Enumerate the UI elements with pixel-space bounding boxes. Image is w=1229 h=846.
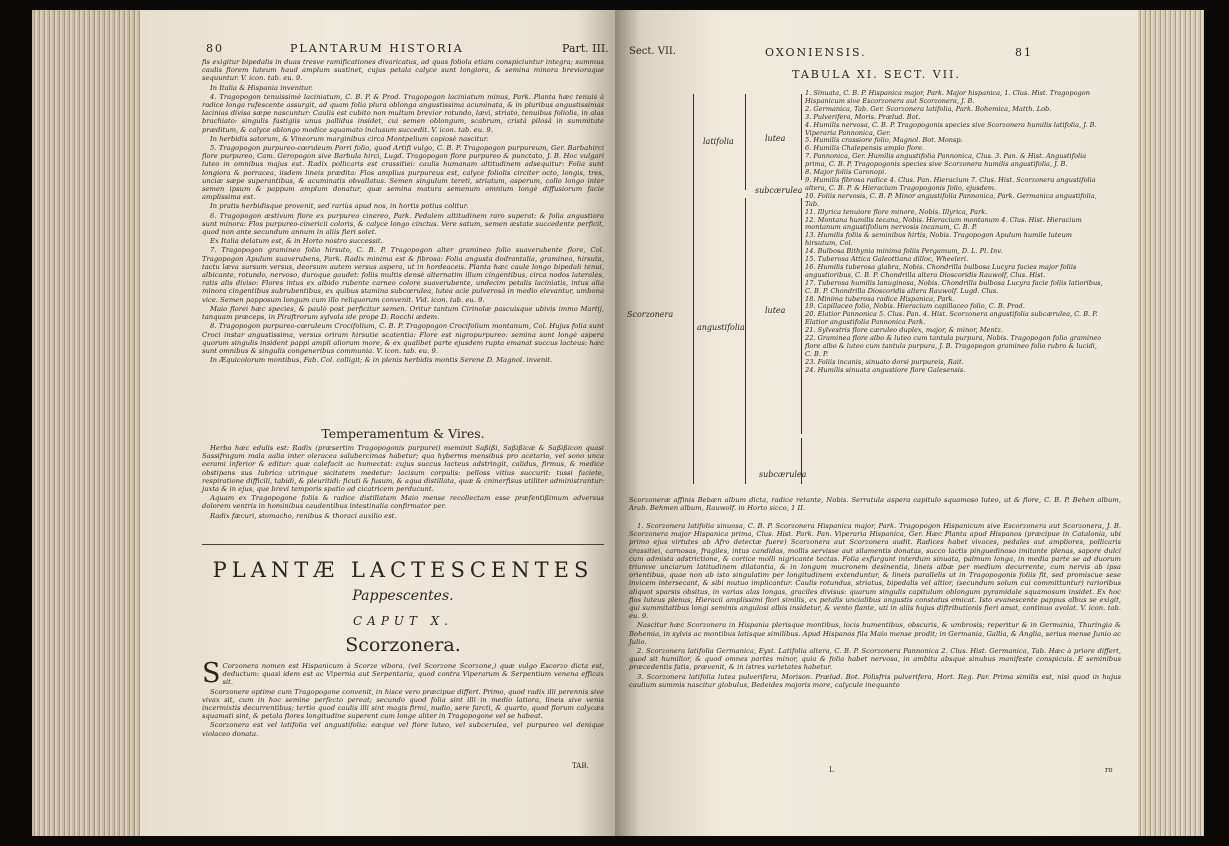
right-catchword: ro	[1105, 766, 1113, 774]
table-entry: 19. Capillaceo folio, Nobis. Hieracium capillaceo folio, C. B. Prod.	[805, 302, 1025, 311]
species-paragraph: 5. Tragopogon purpureo-cœruleum Porri folio, quod Artifi vulgo, C. B. P. Tragopogon purpureum, Ger. Barbahirci flore purpureo, Cam. Geropogon sive Barbula hirci, Lugd. Tragopogon flore purpureo & punctato, J. B. Hoc vulgari luteo in omnibus majus est. Radix pollicaris est crassitiei: caulis humanam altitudinem adsequitur: Folia sunt longiora & porracea, iisdem lineis prædita: Flos amplius purpureus est, calyce foliolis circiter octo, longis, tres, unciæ sæpe superantibus, & acuminatis obvallatus. Semen singulum tereti, striatum, asperum, collo longo inter semen ipsum & pappum amplum donatur, quæ semina matura semenum omnium longè diffusiorum facie amplissima est.	[202, 144, 604, 202]
body-paragraph: 2. Scorzonera latifolia Germanica, Eyst. Latifolia altera, C. B. P. Scorzonera Pannonica 2. Clus. Hist. Germanica, Tab. Hæc à priore differt, quod sit humilior, & quod omnes partes minor, quia & folia habet nervosa, in ambitu absque sinubus manifeste conspicuis. E seminibus præcedentis fatis, prævenit, & in istres varietates habetur.	[629, 647, 1121, 672]
table-entry: 6. Humilis Chalepensis amplo flore.	[805, 144, 925, 153]
latifolia-label: latifolia	[703, 137, 734, 146]
species-note: In Æquicolorum montibus, Fab. Col. colligit; & in plenis herbidis montis Serene D. Magnol. invenit.	[210, 356, 553, 365]
left-page	[140, 10, 615, 836]
right-page	[615, 10, 1138, 836]
table-entry: 10. Foliis nervosis, C. B. P. Minor angustifolia Pannonica, Park. Germanica angustifolia, Tab.	[805, 191, 1097, 208]
affinis-text: Scorzoneræ affinis Bebæn album dicta, radice retante, Nobis. Serratula aspera capitulo squamoso luteo, ut & flore, C. B. P. Behen album, Arab. Behmen album, Rauwolf. in Horto sicco, 1 II.	[629, 496, 1121, 513]
lutea-label: lutea	[765, 306, 786, 315]
species-paragraph: 4. Tragopogon tenuissimè laciniatum, C. B. P. & Prod. Tragopogon laciniatum minus, Park. Planta hæc tenuis à radice longa rufescente assurgit, ad quam folia plura oblonga angustissima acuminata, & in pluribus angustissimas lacinias divisa sæpe nascuntur: Caulis est cubito non multum brevior rotundo, lævi, striato, tenuibus foliolis, in alas brachiato: singulis fastigiis unus pallidus insidet, cui semen oblongum, scabrum, cristâ pilosâ in summitate præditum, & calyce oblongo modice squamato inclusum succedit. V. icon. tab. eu. 9.	[202, 92, 604, 134]
table-entry: 1. Sinuata, C. B. P. Hispanica major, Park. Major hispanica, 1. Clus. Hist. Tragopogon Hispanicum sive Escorzonera aut Scorzonera, J. B.	[805, 89, 1090, 105]
species-paragraph: 7. Tragopogon gramineo folio hirsuto, C. B. P. Tragopogon alter gramineo folio suaverubente flore, Col. Tragopogon Apulum suaverubens, Park. Radix minima est & fibrosa: Folia angusta dodrantalia, graminea, hirsuta, tactu læva sursum versus, deorsum autem versus aspera, ut in hordeaceis. Planta hæc caule longo bipedali tenui, albicante, rotundo, nervoso, duroque gaudet: foliis multis densè alternatim illum cingentibus, circa nodos laterales, ratis alis diviso: Flores intus ex albido rubente carneo colore suaverubente, undecim petalis laciniatis, intus alia minora cingentibus subrubentibus, ex quibus stamina subcœrulea, lutea acie pulverosâ in medio elevantur, umbona vice. Semen papposum longum cum illo reliquorum convenit. Vid. icon. tab. eu. 9.	[202, 246, 604, 304]
left-species-block	[202, 58, 604, 450]
species-paragraph: 8. Tragopogon purpureo-cœruleum Crocifolium, C. B. P. Tragopogon Crocifolium montanum, Col. Hujus folia sunt Croci instar angustissima, versus oriram hirsutie scatentia: Flore est nigropurpureo: semina sunt longè aspera quorum singulis insident pappi ampli aliorum more, & ex qualibet parte ejusdem rupta emanat succus lacteus: hæc sunt omnibus & singulis congeneribus communia. V. icon. tab. eu. 9.	[202, 322, 604, 355]
vires-paragraph: Radix fæcuri, stomacho, renibus & thoraci auxilio est.	[210, 511, 397, 520]
drop-cap: S	[202, 658, 221, 689]
latifolia-brace	[745, 94, 746, 190]
genus-paragraph: Scorzonere optime cum Tragopogone convenit, in hisce vero præcipue differt. Primo, quod radix illi perennis sive vivax sit, cum in hoc semine perfecto pereat; secundo quod folia sint illi in medio latiora, lineis sive venis incermixtis decurrentibus; tertio quod caulis illi sint magis firmi, nudio, sere farcti, & quarto, quod florum calycæs squamati sint, & petala flores longitudine superent cum longe aliter in Tragopogone vel se habeat.	[202, 687, 604, 721]
table-entry: 8. Major foliis Caronopi.	[805, 168, 887, 177]
body-paragraph: 1. Scorzonera latifolia sinuosa, C. B. P. Scorzonera Hispanica major, Park. Tragopogon Hispanicum sive Escorzonera aut Scorzonera, J. B. Scorzonera major Hispanica prima, Clus. Hist. Park. Pan. Viperaria Hispanica, Ger. Hæc Planta apud Hispanos (præcipue in Catalonia, ubi primo ejus virtutes ab Afro detectæ fuere) Scorzonera aut Scorzonera audit. Radices habet vivaces, pedales aut ampliores, pollicaris crassitiei, carnosas, fragiles, intus candidas, mollis servisse aut silamentis donatas, succo lactis pinguedinoso imitante plenas, sapore dulci cum admista adstrictione, & cortice molli nigricante tectas. Folia exfurgunt interdum sinuata, palmum longa, in media parte se ad duorum triumve unciarum latitudinem dilatantia, & in longum mucronem desinentia, lineis albæ per medium decurrente, cum nervis ab ipsa orientibus, quae non ab isto singulatim per longitudinem extenduntur, & lineis parallelis ut in Tragopogonis foliis fit, sed promiscue sese invicem intersecant, & sibi mutuo implicantur. Caulis rotundus, striatus, bipedalis vel altior, (secundum solum cui committuntur) rarioribus aliquot sparsis obsitus, in varias alas longas, graciles divisus: quarum singulis capitulum oblongum pyramidale squamosum insidet. Ex hoc flos luteus plenus, Hieracii amplissimi flori similis, ex petalis uncialibus angustis constatus emicat. Isto evanescente pappus albus se exigit, qui summitatibus longi seminis angulosi albis insidetur, & vento flante, uti in aliis hujus diftributionis fieri amat, continuo avolat. V. icon. tab. eu. 9.	[629, 522, 1121, 621]
vires-paragraph: Herba hæc edulis est: Radix (præsertim Tragopogonis purpurei) meminit Saßißi, Saßißicæ & Saßißicon quasi Sassifragum mala aalia inter oleracea salubercimas habetur; qua hyberms mensibus pro acetario, vel sono unca eerami inferior & editur: quæ calefacit ac humectat: cujus succus lacteus adstringit, calidus, firmus, & medice obstipans sus lubrica utrinque sicitatem medetur: lacisum corpulis: pelloss vitius succurit: tussi faciete, respiratione difficili, tabidi, & pleuritidi: ficuti & fusum, & aqua distillata, quæ & cninerfisus utiliter administrantur: juxta & in ejus, que brevi temporis spatio ad cicatricem perducunt.	[202, 444, 604, 494]
subcaerulea-label: subcærulea	[759, 470, 807, 479]
intro-line: fis exigitur bipedalis in duas tresve ramificationes divaricatus, ad quas foliola etiam conspiciuntur integra; summus caulis florem luteum haud amplum sustinet, cujus petala calyce sunt longiora, & semina minora brevioraque sequuntur. V. icon. tab. eu. 9.	[202, 58, 604, 83]
species-note: Ex Italia delatum est, & in Horto nostro successit.	[210, 237, 383, 246]
angustifolia-label: angustifolia	[697, 323, 745, 332]
genus-intro	[202, 658, 604, 689]
chapter-subtitle: Pappescentes.	[352, 588, 454, 604]
table-entry: 5. Humilis crassiore folio, Magnol. Bot. Monsp.	[805, 136, 963, 145]
table-entry: 22. Graminea flore albo & luteo cum tantula purpura, Nobis. Tragopogon folio gramineo flore albo & luteo cum tantula purpura, J. B. Tragopogon gramineo folio rubro & lucidi, C. B. P.	[805, 334, 1102, 358]
temperamentum-heading: Temperamentum & Vires.	[321, 426, 485, 441]
table-title: TABULA XI. SECT. VII.	[792, 68, 961, 81]
table-entry: 2. Germanica, Tab. Ger. Scorzonera latifolia, Park. Bohemica, Matth. Lob.	[805, 104, 1052, 113]
lutea-brace	[801, 94, 802, 180]
subcaerulea-brace	[801, 438, 802, 484]
right-body-text	[629, 522, 1121, 768]
species-note: Maio florei hæc species, & paulò post perficitur semen. Oritur tantum Cirinolæ pascuisque ubivis immo Martij, tanquam præceps, in Piraftrorum sylvola ide prope D. Rocchi ædem.	[202, 304, 604, 322]
lutea-brace	[801, 198, 802, 434]
signature-mark: L	[829, 766, 834, 774]
table-entry: 17. Tuberosa humilis lanuginosa, Nobis. Chondrilla bulbosa Lucyra facie foliis latioribus, C. B. P. Chondrilla Dioscoridis altera Rauwolf. Lugd. Clus.	[805, 278, 1103, 295]
body-paragraph: Nascitur hæc Scorzonera in Hispania plerisque montibus, locis humentibus, obscuris, & umbrosis; reperitur & in Germania, Thuringia & Bohemia, in sylvis ac montibus latisque similibus. Apud Hispanos fila Maio mense prodit; in Germania, Gallia, & Anglia, serius mense Junio ac Julio.	[629, 621, 1121, 646]
right-running-head: OXONIENSIS.	[765, 46, 867, 59]
chapter-rule	[202, 544, 604, 545]
table-entry: 15. Tuberosa Attica Galeottiana dilloc, Wheeleri.	[805, 255, 969, 264]
table-entry: 20. Elatior Pannonica 5. Clus. Pan. 4. Hist. Scorzonera angustifolia subcærulea, C. B. P. Elatior angustifolia Pannonica Park.	[805, 310, 1098, 327]
genus-brace	[693, 94, 694, 484]
angustifolia-brace	[745, 198, 746, 484]
genus-paragraph: Scorzonera est vel latifolia vel angustifolia: eæque vel flore luteo, vel subcerulea, vel purpureo vel denique violaceo donata.	[202, 721, 604, 738]
lutea-label: lutea	[765, 134, 786, 143]
table-entry: 7. Pannonica, Ger. Humilis angustifolia Pannonica, Clus. 3. Pan. & Hist. Angustifolia prima, C. B. P. Tragopogonis species sive Scorzonera humilis angustifolia, J. B.	[805, 152, 1087, 169]
species-table	[805, 90, 1105, 490]
left-page-number: 80	[206, 42, 224, 55]
table-entry: 13. Humilis foliis & seminibus hirtis, Nobis. Tragopogon Apulum humile luteum hirsutum, Col.	[805, 231, 1072, 248]
left-running-head: PLANTARUM HISTORIA	[290, 42, 464, 55]
vires-paragraph: Aquam ex Tragopogone foliis & radice distillatam Maio mense recollectam esse præfentißimum adversus dolorem ventris in hominibus caudentibus intestinalia confirmator per.	[202, 494, 604, 511]
genus-title: Scorzonera.	[345, 634, 461, 656]
species-note: In herbidis satorum, & Vineorum marginibus circa Montpelium copiosè nascitur.	[210, 134, 489, 143]
vires-block	[202, 444, 604, 534]
table-entry: 21. Sylvestris flore cæruleo duplex, major, & minor, Mentz.	[805, 326, 1003, 335]
table-entry: 11. Illyrica tenuiore flore minore, Nobis. Illyrica, Park.	[805, 207, 988, 216]
subcaerulea-label: subcærulea	[755, 186, 803, 195]
affinis-note	[629, 496, 1121, 520]
left-catchword: TAB.	[572, 762, 589, 770]
table-entry: 16. Humilis tuberosa glabra, Nobis. Chondrilla bulbosa Lucyra facies major foliis angustioribus, C. B. P. Chondrilla altera Dioscoridis Rauwolf, Clus. Hist.	[805, 262, 1077, 279]
intro-line: In Italia & Hispania invenitur.	[210, 83, 313, 92]
genus-intro-text: Corzonera nomen est Hispanicum à Scorze vibora, (vel Scorzone Scorzone,) quæ vulgo Escorzo dicta est, deductum: quasi idem est ac Vipernia aut Serpentaria, quod contra Viperarum & Serpentium venena efficax sit.	[222, 662, 604, 687]
left-part-label: Part. III.	[562, 42, 609, 55]
table-entry: 9. Humilis fibrosa radice 4. Clus. Pan. Hieracium 7. Clus. Hist. Scorzonera angustifolia altera, C. B. P. & Hieracium Tragopogonis folio, ejusdem.	[805, 175, 1096, 192]
caput-heading: CAPUT X.	[353, 614, 453, 628]
table-entry: 18. Minima tuberosa radice Hispanica, Park.	[805, 294, 955, 303]
sect-label: Sect. VII.	[629, 46, 677, 57]
table-entry: 23. Foliis incanis, sinuato dorsi purpureis, Rait.	[805, 357, 964, 366]
genus-description	[202, 658, 604, 758]
table-entry: 3. Pulverifera, Moris. Prælud. Bot.	[805, 112, 921, 121]
body-paragraph: 3. Scorzonera latifolia lutea pulverifera, Morison. Prælud. Bot. Polisfris pulverifera, Hort. Reg. Par. Prima similis est, nisi quod in hujus caulium summis nascitur globulus, Bedeides majoris more, calycule inequanto	[629, 672, 1121, 689]
table-entry: 12. Montana humilis tecana, Nobis. Hieracium montanum 4. Clus. Hist. Hieracium montanum angustifolium nervosis incanum, C. B. P.	[805, 215, 1082, 232]
table-entry: 24. Humilis sinuata angustiore flore Galesensis.	[805, 365, 966, 374]
species-note: In pratis herbidisque provenit, sed rariùs apud nos, in hortis potius colitur.	[210, 202, 469, 211]
right-page-number: 81	[1015, 46, 1033, 59]
table-entry: 14. Bulbosa Bithynia minima foliis Pergamum, D. L. Pl. Inv.	[805, 247, 1003, 256]
table-entry: 4. Humilis nervosa, C. B. P. Tragopogonis species sive Scorzonera humilis latifolia, J. B. Viperaria Pannonica, Ger.	[805, 120, 1097, 137]
chapter-title: PLANTÆ LACTESCENTES	[212, 558, 594, 582]
species-paragraph: 6. Tragopogon æstivum flore ex purpureo cinereo, Park. Pedalem altitudinem raro superat: & folia angustiora sunt minora: Flos purpureo-cinericii coloris, & calyce longo cinctus. Vere satum, semen æstate succedente perficit, quod non ante secundum annum in aliis fieri solet.	[202, 211, 604, 237]
table-genus-label: Scorzonera	[627, 310, 674, 319]
right-page-edges	[1138, 10, 1204, 836]
left-page-edges	[32, 10, 140, 836]
